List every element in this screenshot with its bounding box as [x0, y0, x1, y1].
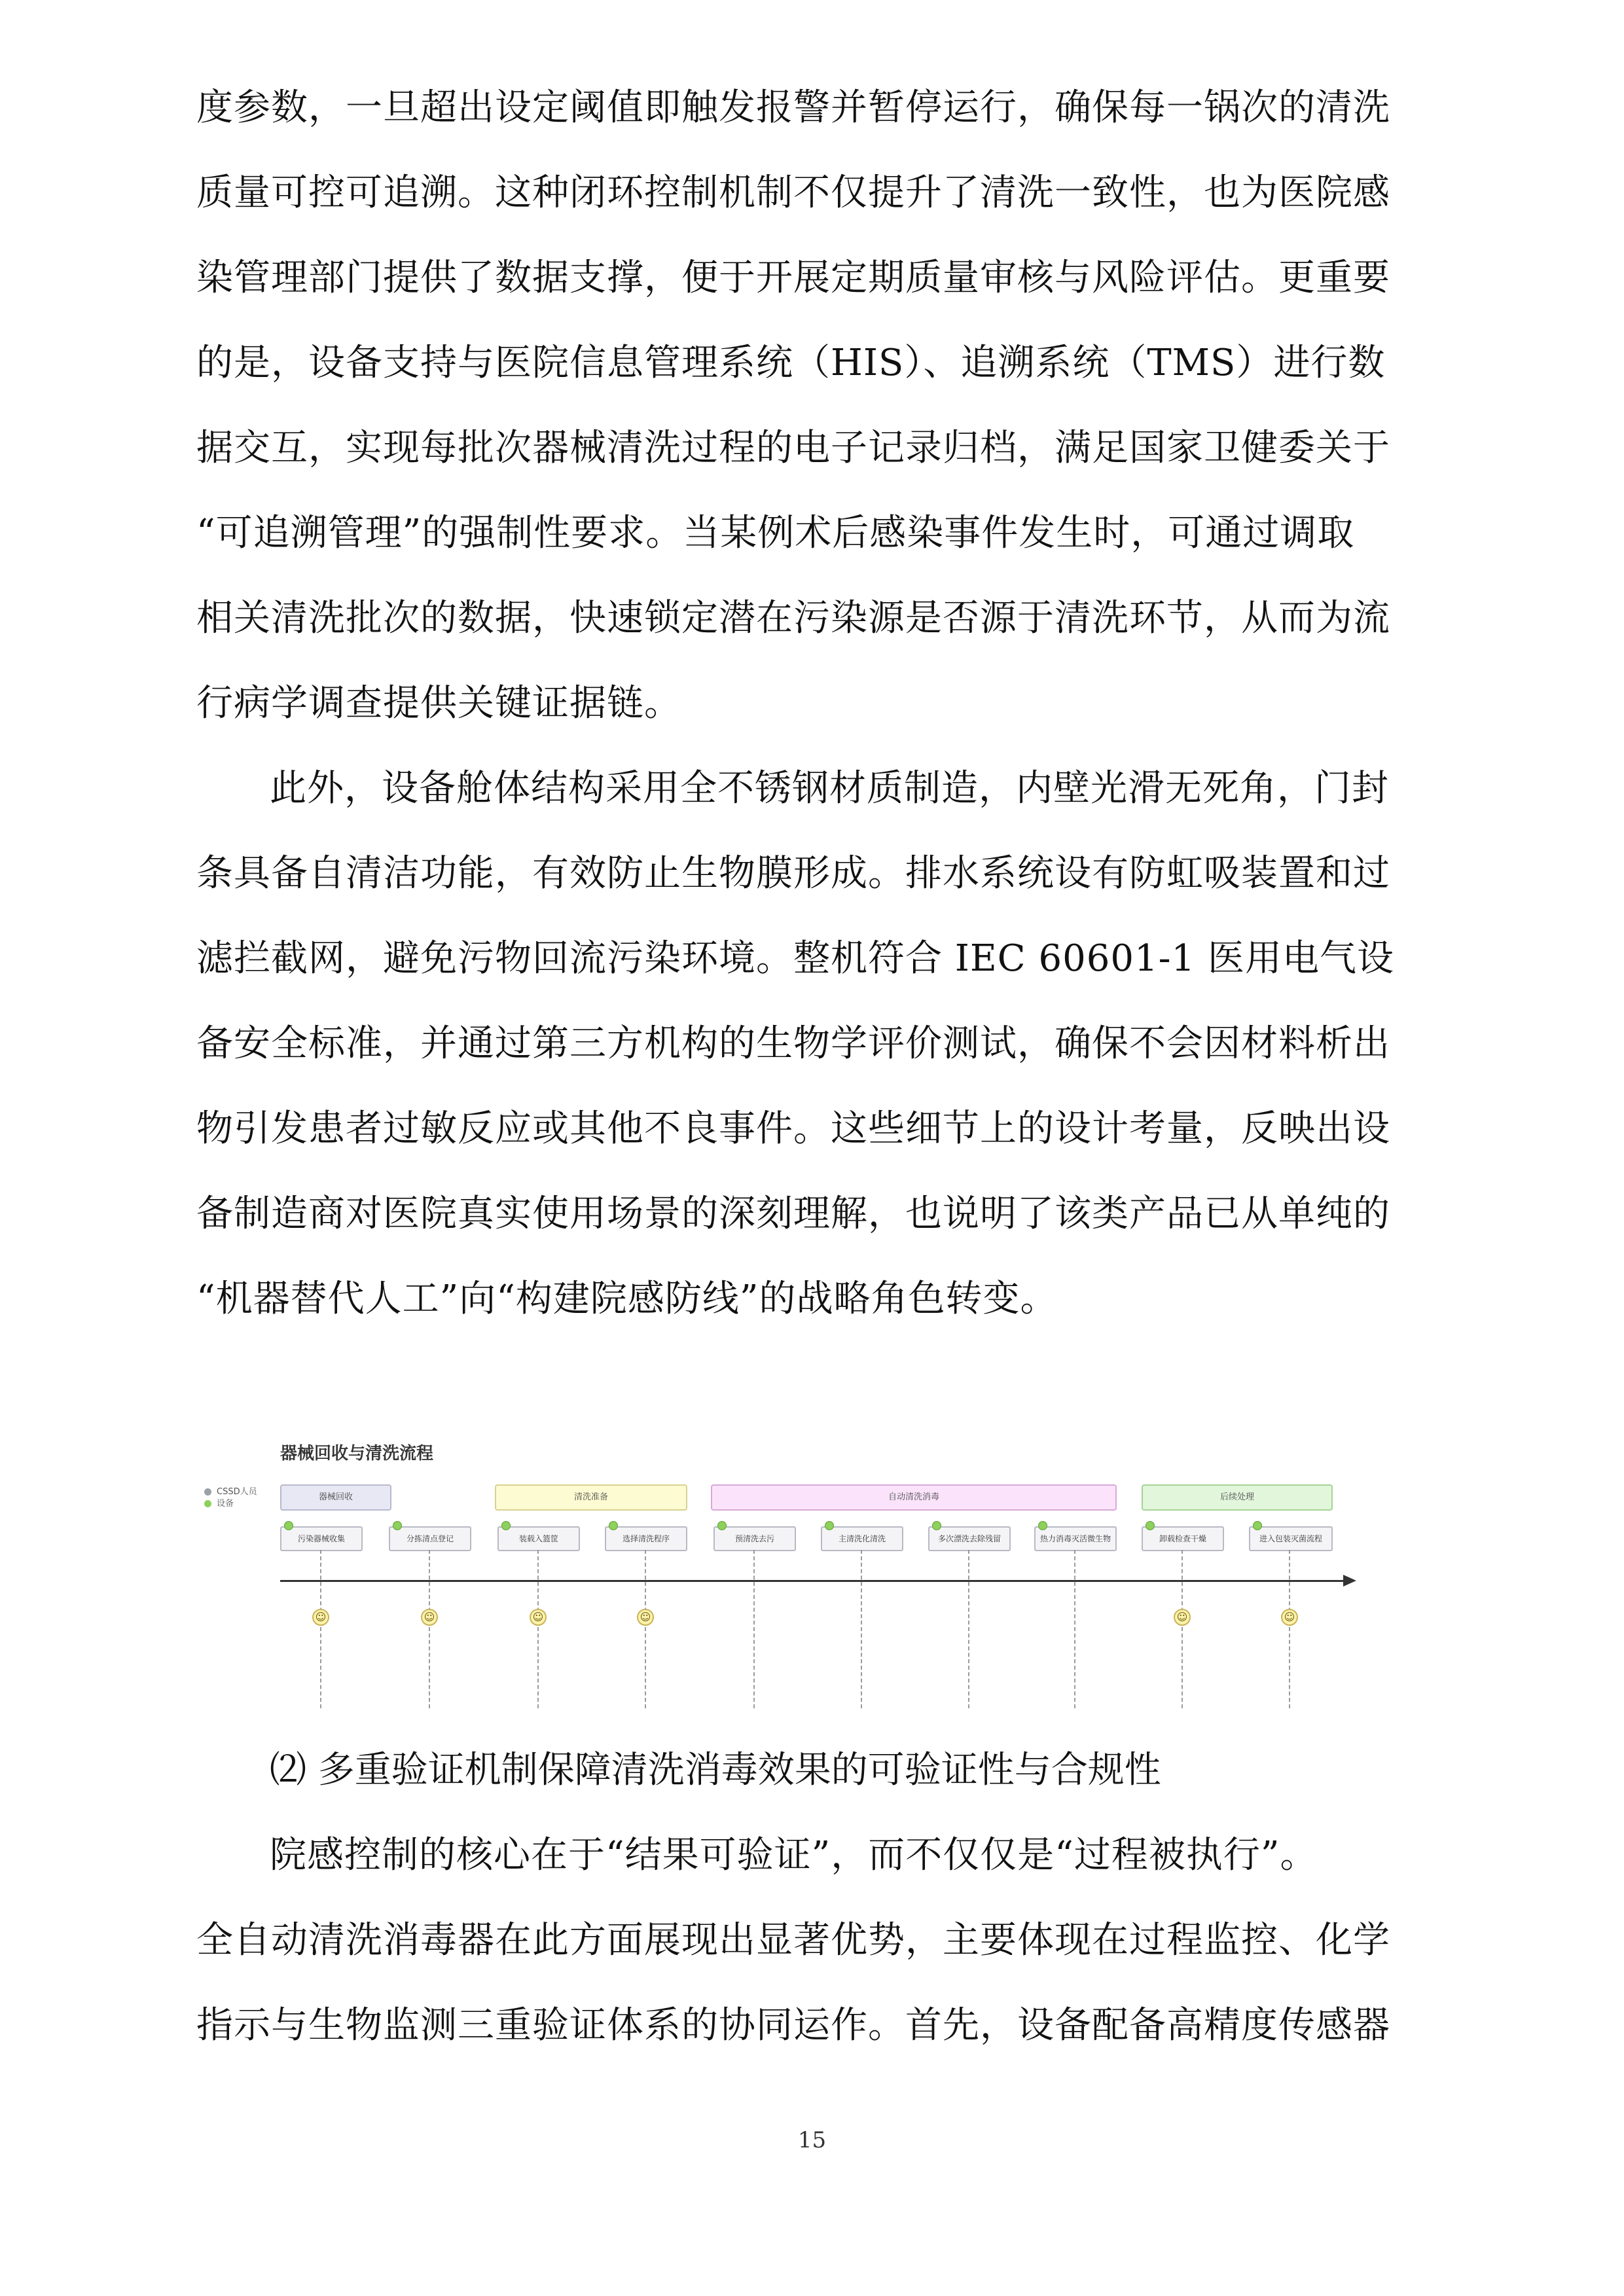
section-heading: ⑵ 多重验证机制保障清洗消毒效果的可验证性与合规性 [270, 1749, 1161, 1791]
text-line: 全自动清洗消毒器在此方面展现出显著优势，主要体现在过程监控、化学 [196, 1919, 1390, 1962]
step-box: 选择清洗程序 [605, 1526, 687, 1551]
lifeline [1182, 1550, 1183, 1708]
text-line: 的是，设备支持与医院信息管理系统（HIS）、追溯系统（TMS）进行数 [196, 342, 1386, 384]
phase-post-processing: 后续处理 [1142, 1484, 1333, 1511]
step-box: 装载入篮筐 [497, 1526, 580, 1551]
phase-auto-clean-disinfect: 自动清洗消毒 [711, 1484, 1117, 1511]
legend-item-equipment [204, 1496, 234, 1509]
equipment-dot-icon [932, 1521, 941, 1530]
text-line: “机器替代人工”向“构建院感防线”的战略角色转变。 [196, 1278, 1058, 1320]
text-line: 指示与生物监测三重验证体系的协同运作。首先，设备配备高精度传感器 [196, 2004, 1390, 2047]
equipment-dot-icon [393, 1521, 402, 1530]
text-line: “可追溯管理”的强制性要求。当某例术后感染事件发生时，可通过调取 [196, 512, 1355, 554]
text-line: 质量可控可追溯。这种闭环控制机制不仅提升了清洗一致性，也为医院感 [196, 171, 1390, 214]
text-line: 度参数，一旦超出设定阈值即触发报警并暂停运行，确保每一锅次的清洗 [196, 86, 1390, 129]
lifeline [1289, 1550, 1290, 1708]
equipment-dot-icon [1253, 1521, 1262, 1530]
text-line: 染管理部门提供了数据支撑，便于开展定期质量审核与风险评估。更重要 [196, 257, 1390, 299]
smiley-actor-icon: ☺ [421, 1609, 438, 1626]
legend-label: CSSD人员 [217, 1487, 257, 1497]
smiley-actor-icon: ☺ [1281, 1609, 1298, 1626]
lifeline [753, 1550, 755, 1708]
text-line: 院感控制的核心在于“结果可验证”，而不仅仅是“过程被执行”。 [270, 1834, 1318, 1876]
step-box: 主清洗化清洗 [821, 1526, 903, 1551]
text-line: 此外，设备舱体结构采用全不锈钢材质制造，内壁光滑无死角，门封 [270, 767, 1389, 810]
text-line: 条具备自清洁功能，有效防止生物膜形成。排水系统设有防虹吸装置和过 [196, 852, 1390, 895]
text-line: 据交互，实现每批次器械清洗过程的电子记录归档，满足国家卫健委关于 [196, 427, 1390, 469]
step-box: 预清洗去污 [713, 1526, 796, 1551]
lifeline [537, 1550, 539, 1708]
smiley-actor-icon: ☺ [530, 1609, 547, 1626]
legend-item-cssd-staff [204, 1484, 257, 1497]
paragraph-2 [196, 746, 1427, 1342]
lifeline [968, 1550, 969, 1708]
paragraph-3 [196, 1813, 1427, 2068]
phase-cleaning-prep: 清洗准备 [495, 1484, 687, 1511]
lifeline [429, 1550, 430, 1708]
smiley-actor-icon: ☺ [312, 1609, 329, 1626]
step-box: 进入包装灭菌流程 [1249, 1526, 1333, 1551]
phase-instrument-recovery: 器械回收 [280, 1484, 391, 1511]
legend-dot-icon [204, 1500, 211, 1507]
lifeline [645, 1550, 646, 1708]
equipment-dot-icon [501, 1521, 511, 1530]
text-line: 物引发患者过敏反应或其他不良事件。这些细节上的设计考量，反映出设 [196, 1107, 1390, 1150]
step-box: 分拣清点登记 [389, 1526, 471, 1551]
equipment-dot-icon [609, 1521, 618, 1530]
text-line: 相关清洗批次的数据，快速锁定潜在污染源是否源于清洗环节，从而为流 [196, 597, 1390, 639]
lifeline [320, 1550, 321, 1708]
equipment-dot-icon [284, 1521, 293, 1530]
equipment-dot-icon [825, 1521, 834, 1530]
text-line: 备制造商对医院真实使用场景的深刻理解，也说明了该类产品已从单纯的 [196, 1193, 1390, 1235]
text-line: 行病学调查提供关键证据链。 [196, 682, 681, 725]
lifeline [861, 1550, 862, 1708]
arrow-right-icon [1343, 1575, 1356, 1587]
step-box: 热力消毒灭活微生物 [1034, 1526, 1117, 1551]
figure-title: 器械回收与清洗流程 [280, 1444, 434, 1463]
timeline-axis [280, 1580, 1344, 1582]
text-line: 备安全标准，并通过第三方机构的生物学评价测试，确保不会因材料析出 [196, 1022, 1390, 1065]
process-timeline-figure [196, 1427, 1434, 1708]
legend-label: 设备 [217, 1499, 234, 1509]
smiley-actor-icon: ☺ [1174, 1609, 1191, 1626]
page-number: 15 [797, 2127, 827, 2153]
step-box: 污染器械收集 [280, 1526, 363, 1551]
equipment-dot-icon [717, 1521, 727, 1530]
step-box: 卸载检查干燥 [1142, 1526, 1224, 1551]
smiley-actor-icon: ☺ [637, 1609, 654, 1626]
paragraph-1 [196, 65, 1427, 746]
lifeline [1074, 1550, 1075, 1708]
step-box: 多次漂洗去除残留 [928, 1526, 1011, 1551]
text-line: 滤拦截网，避免污物回流污染环境。整机符合 IEC 60601-1 医用电气设 [196, 937, 1394, 980]
equipment-dot-icon [1146, 1521, 1155, 1530]
legend-dot-icon [204, 1488, 211, 1496]
equipment-dot-icon [1038, 1521, 1047, 1530]
